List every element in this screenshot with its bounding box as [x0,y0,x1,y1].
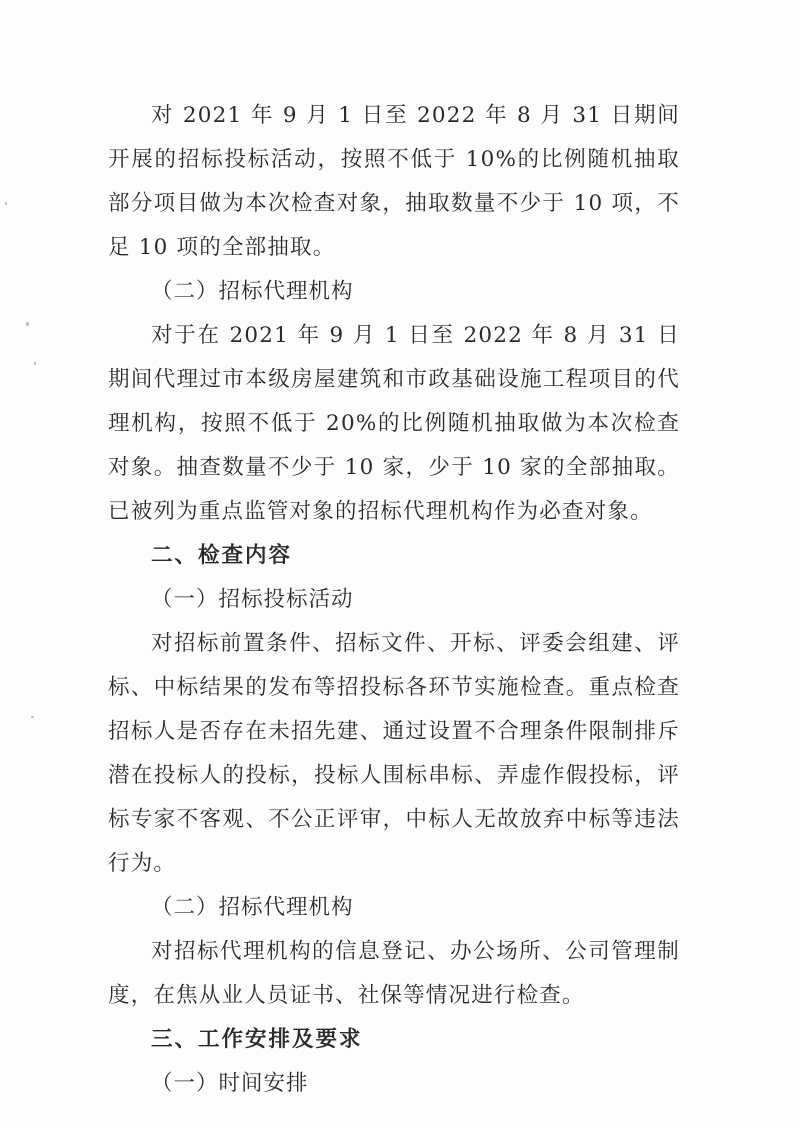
subheading-schedule: （一）时间安排 [151,1071,309,1096]
scan-speck [34,362,36,365]
heading-inspection-content: 二、检查内容 [151,543,293,568]
para-sampling-activities: 对 2021 年 9 月 1 日至 2022 年 8 月 31 日期间开展的招标投标活动，按照不低于 10%的比例随机抽取部分项目做为本次检查对象，抽取数量不少于 10 项，不足 10 项的全部抽取。 [108,103,680,260]
para-agency-content: 对招标代理机构的信息登记、办公场所、公司管理制度，在焦从业人员证书、社保等情况进行检查。 [108,939,680,1008]
heading-work-arrangement: 三、工作安排及要求 [151,1027,363,1052]
scan-speck [31,716,34,718]
scan-speck [26,322,29,326]
subheading-agencies-2: （二）招标代理机构 [151,895,354,920]
para-sampling-agencies: 对于在 2021 年 9 月 1 日至 2022 年 8 月 31 日期间代理过市本级房屋建筑和市政基础设施工程项目的代理机构，按照不低于 20%的比例随机抽取做为本次检查对象。抽查数量不少于 10 家，少于 10 家的全部抽取。已被列为重点监管对象的招标代理机构作为必查对象。 [108,323,680,524]
scan-speck [5,202,7,205]
para-bidding-content: 对招标前置条件、招标文件、开标、评委会组建、评标、中标结果的发布等招投标各环节实施检查。重点检查招标人是否存在未招先建、通过设置不合理条件限制排斥潜在投标人的投标，投标人围标串标、弄虚作假投标，评标专家不客观、不公正评审，中标人无故放弃中标等违法行为。 [108,631,680,876]
subheading-agencies-1: （二）招标代理机构 [151,279,354,304]
document-body [108,94,680,1106]
subheading-bidding-activities: （一）招标投标活动 [151,587,354,612]
